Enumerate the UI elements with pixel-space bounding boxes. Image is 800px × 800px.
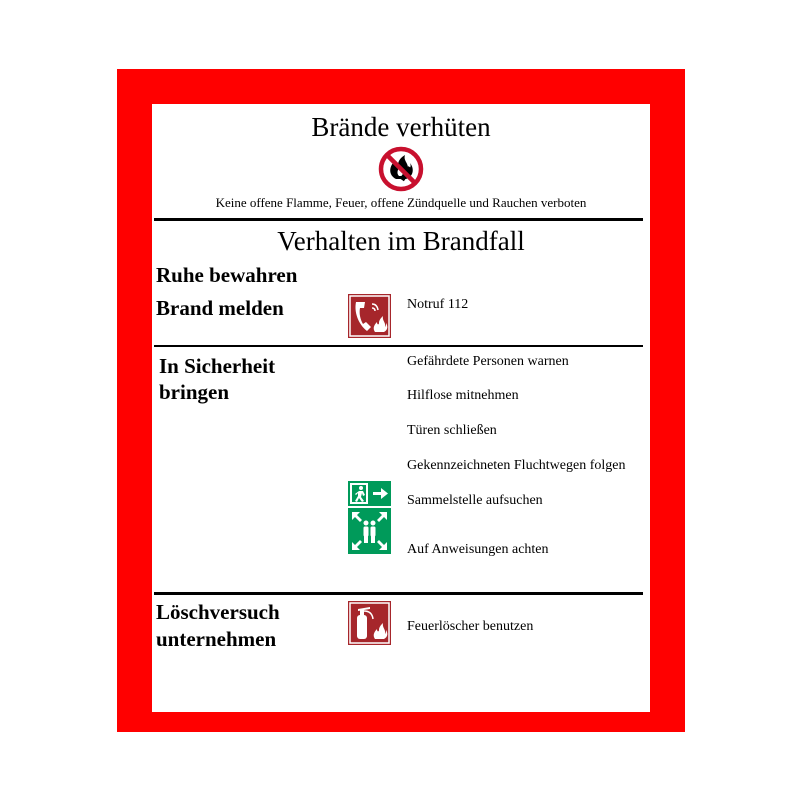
safety-item: Gefährdete Personen warnen [407, 354, 569, 369]
fire-safety-notice-frame [117, 69, 685, 732]
safety-heading-line2: bringen [159, 380, 230, 404]
emergency-exit-icon [348, 481, 391, 506]
safety-item: Auf Anweisungen achten [407, 542, 549, 557]
safety-item: Türen schließen [407, 423, 497, 438]
section-divider [154, 218, 643, 221]
report-fire-heading: Brand melden [156, 296, 284, 320]
assembly-point-icon [348, 508, 391, 554]
extinguisher-text: Feuerlöscher benutzen [407, 619, 534, 634]
section-divider [154, 345, 643, 347]
safety-heading-line1: In Sicherheit [159, 354, 276, 378]
stay-calm-heading: Ruhe bewahren [156, 263, 298, 287]
extinguish-heading-line2: unternehmen [156, 627, 277, 651]
safety-item: Sammelstelle aufsuchen [407, 493, 543, 508]
safety-item: Hilflose mitnehmen [407, 388, 519, 403]
emergency-number-text: Notruf 112 [407, 297, 469, 312]
fire-case-title: Verhalten im Brandfall [277, 226, 525, 256]
no-open-flame-icon [378, 146, 424, 192]
prevention-caption: Keine offene Flamme, Feuer, offene Zündquelle und Rauchen verboten [215, 195, 587, 210]
safety-item: Gekennzeichneten Fluchtwegen folgen [407, 458, 626, 473]
fire-extinguisher-icon [348, 601, 391, 645]
section-divider [154, 592, 643, 595]
prevention-title: Brände verhüten [311, 112, 491, 142]
fire-safety-notice [152, 104, 650, 712]
fire-emergency-phone-icon [348, 294, 391, 338]
extinguish-heading-line1: Löschversuch [156, 600, 280, 624]
